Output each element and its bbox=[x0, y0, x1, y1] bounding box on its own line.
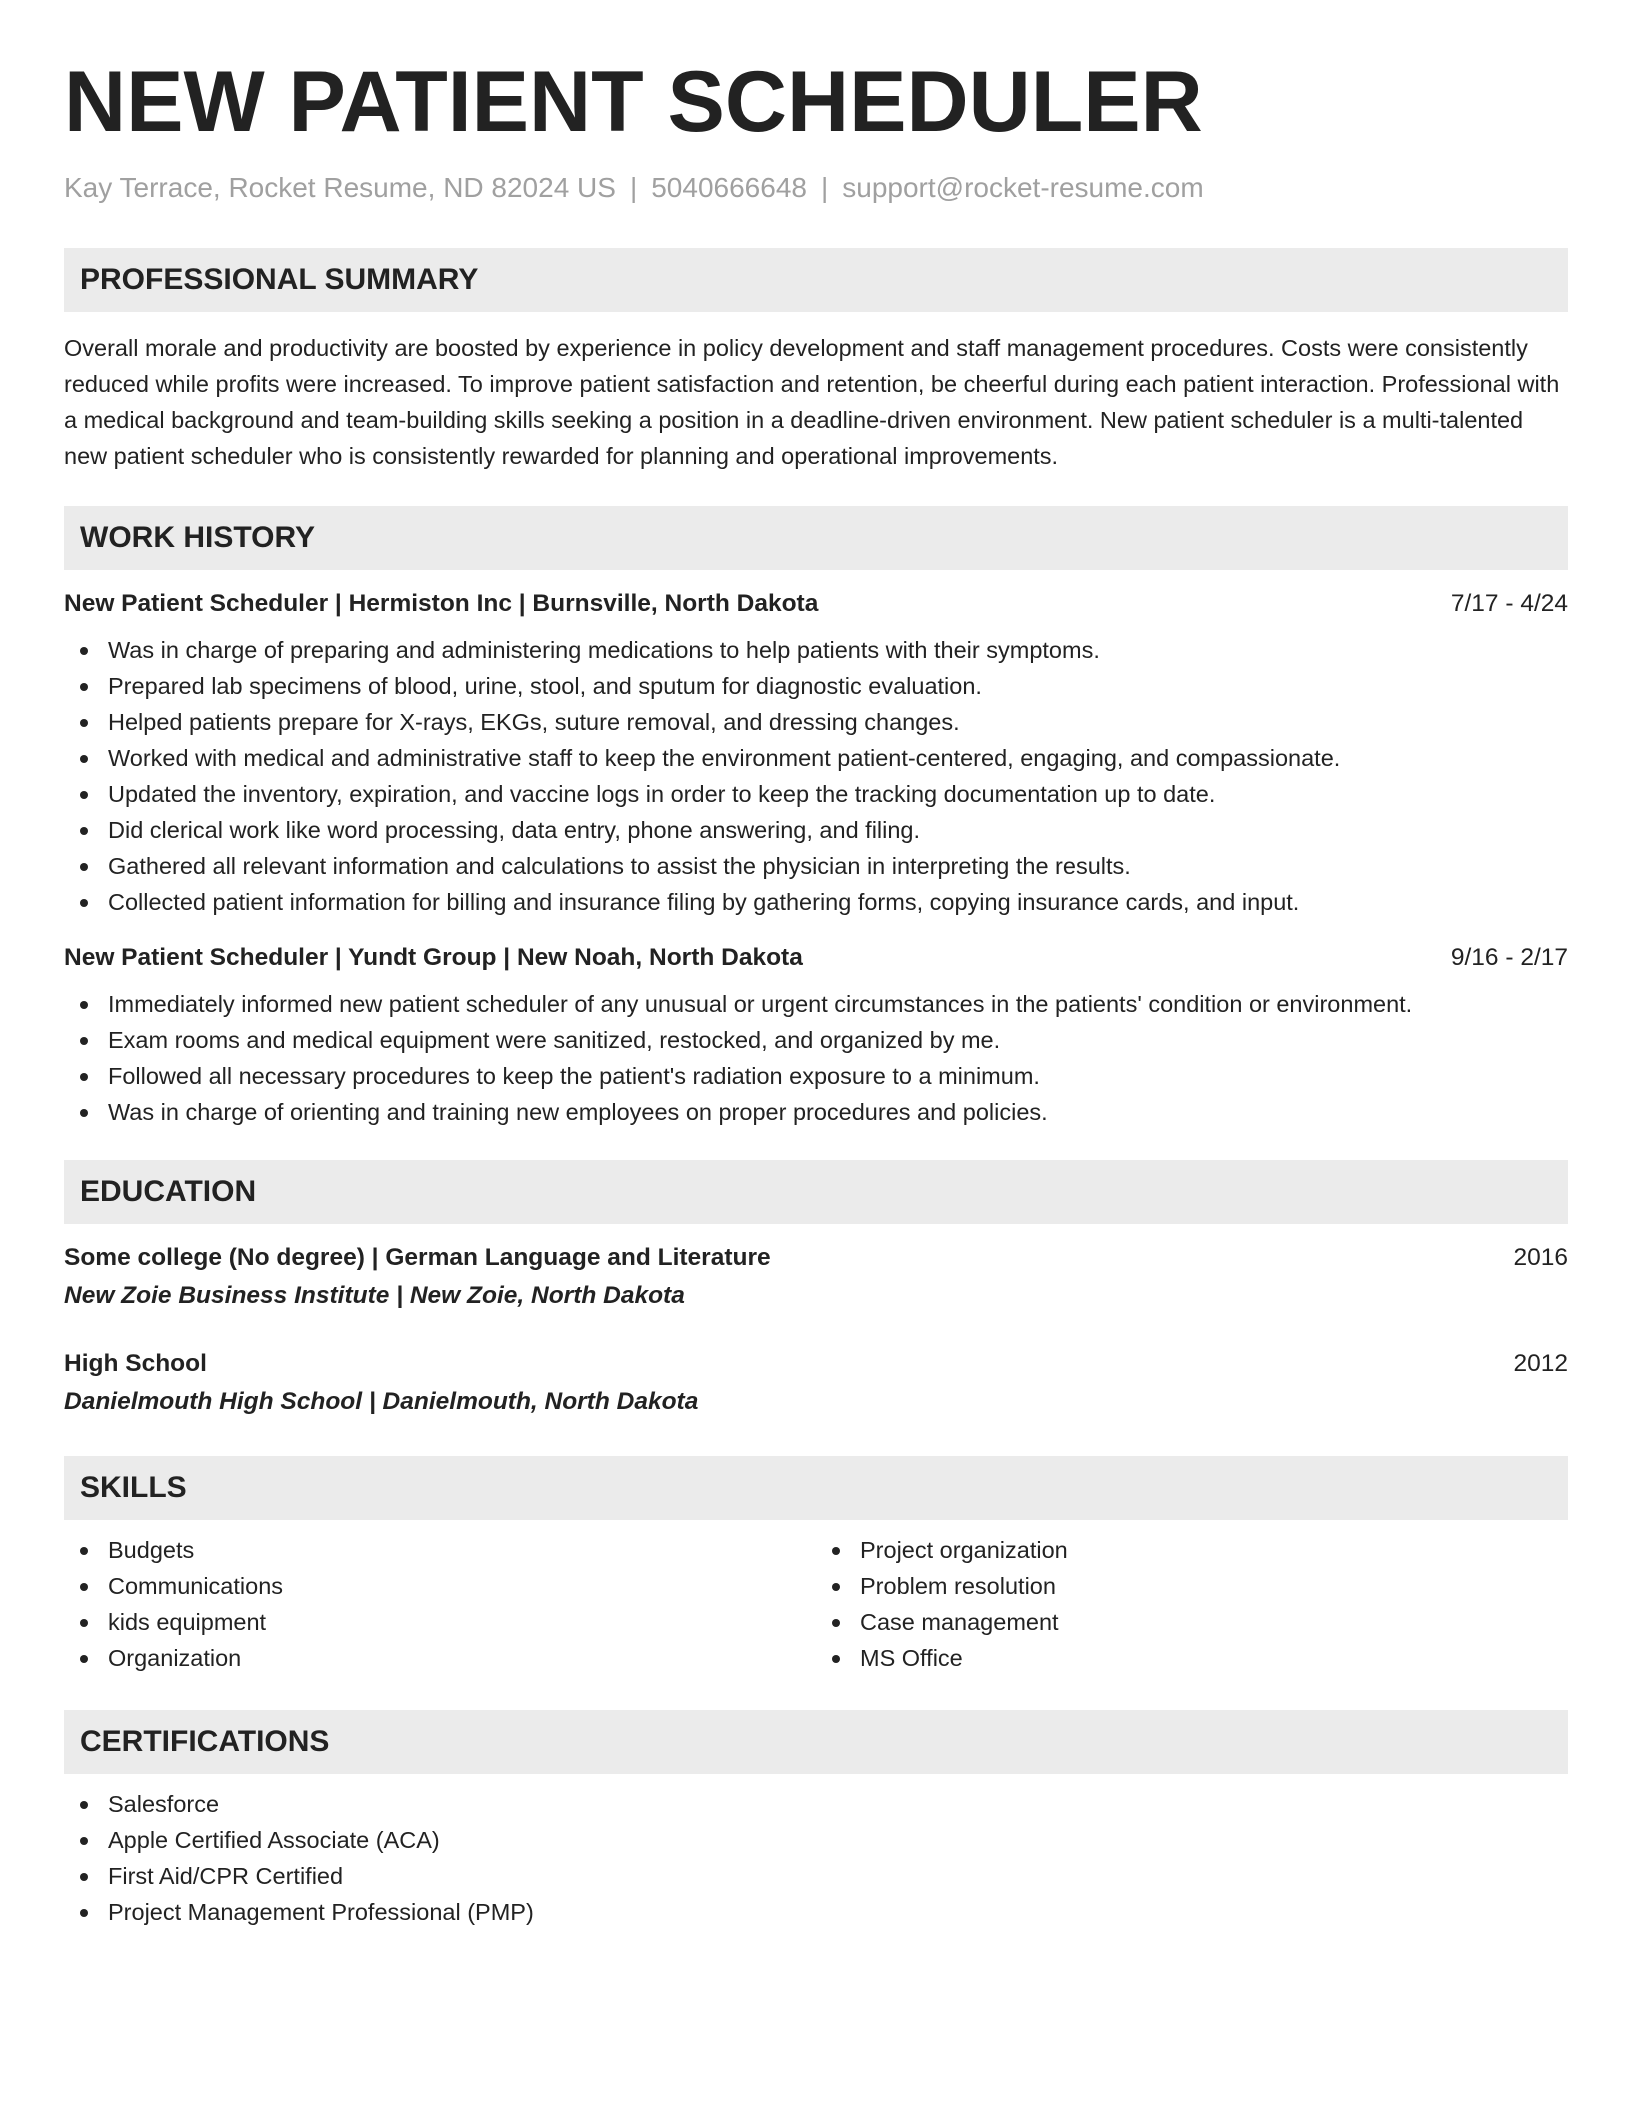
candidate-name: NEW PATIENT SCHEDULER bbox=[64, 54, 1203, 150]
list-item: Case management bbox=[816, 1604, 1568, 1640]
job-bullets bbox=[64, 632, 1568, 920]
list-item: Communications bbox=[64, 1568, 816, 1604]
contact-phone: 5040666648 bbox=[651, 172, 807, 203]
skills-column-left bbox=[64, 1532, 816, 1676]
education-header bbox=[64, 1346, 1568, 1382]
skills-list bbox=[64, 1532, 816, 1676]
job-dates: 7/17 - 4/24 bbox=[1450, 590, 1568, 617]
section-header-work-history: WORK HISTORY bbox=[64, 506, 1568, 570]
education-entry bbox=[64, 1240, 1568, 1316]
list-item: Organization bbox=[64, 1640, 816, 1676]
list-item: Worked with medical and administrative staff to keep the environment patient-centered, engaging, and compassionate. bbox=[64, 740, 1568, 776]
list-item: Gathered all relevant information and calculations to assist the physician in interpreting the results. bbox=[64, 848, 1568, 884]
education-school: Danielmouth High School | Danielmouth, North Dakota bbox=[64, 1388, 699, 1415]
list-item: Salesforce bbox=[64, 1786, 1568, 1822]
job-entry bbox=[64, 586, 1568, 920]
job-title: New Patient Scheduler | Hermiston Inc | Burnsville, North Dakota bbox=[64, 590, 819, 617]
education-year: 2016 bbox=[1513, 1244, 1568, 1271]
list-item: Helped patients prepare for X-rays, EKGs, suture removal, and dressing changes. bbox=[64, 704, 1568, 740]
list-item: Budgets bbox=[64, 1532, 816, 1568]
list-item: Problem resolution bbox=[816, 1568, 1568, 1604]
list-item: MS Office bbox=[816, 1640, 1568, 1676]
list-item: Updated the inventory, expiration, and vaccine logs in order to keep the tracking documentation up to date. bbox=[64, 776, 1568, 812]
job-header bbox=[64, 940, 1568, 976]
section-header-certifications: CERTIFICATIONS bbox=[64, 1710, 1568, 1774]
education-degree: Some college (No degree) | German Language and Literature bbox=[64, 1244, 771, 1271]
section-header-education: EDUCATION bbox=[64, 1160, 1568, 1224]
list-item: Apple Certified Associate (ACA) bbox=[64, 1822, 1568, 1858]
education-entry bbox=[64, 1346, 1568, 1422]
list-item: Prepared lab specimens of blood, urine, stool, and sputum for diagnostic evaluation. bbox=[64, 668, 1568, 704]
list-item: Project organization bbox=[816, 1532, 1568, 1568]
skills-column-right bbox=[816, 1532, 1568, 1676]
list-item: Exam rooms and medical equipment were sanitized, restocked, and organized by me. bbox=[64, 1022, 1568, 1058]
contact-address: Kay Terrace, Rocket Resume, ND 82024 US bbox=[64, 172, 616, 203]
contact-separator: | bbox=[629, 172, 638, 203]
job-dates: 9/16 - 2/17 bbox=[1450, 944, 1568, 971]
contact-email: support@rocket-resume.com bbox=[842, 172, 1204, 203]
list-item: Followed all necessary procedures to keep the patient's radiation exposure to a minimum. bbox=[64, 1058, 1568, 1094]
education-school: New Zoie Business Institute | New Zoie, North Dakota bbox=[64, 1282, 685, 1309]
list-item: First Aid/CPR Certified bbox=[64, 1858, 1568, 1894]
list-item: Was in charge of orienting and training new employees on proper procedures and policies. bbox=[64, 1094, 1568, 1130]
list-item: Collected patient information for billing and insurance filing by gathering forms, copying insurance cards, and input. bbox=[64, 884, 1568, 920]
list-item: Was in charge of preparing and administering medications to help patients with their symptoms. bbox=[64, 632, 1568, 668]
contact-separator: | bbox=[820, 172, 829, 203]
job-header bbox=[64, 586, 1568, 622]
education-year: 2012 bbox=[1513, 1350, 1568, 1377]
certifications-list bbox=[64, 1786, 1568, 1930]
skills-list bbox=[816, 1532, 1568, 1676]
section-header-summary: PROFESSIONAL SUMMARY bbox=[64, 248, 1568, 312]
section-header-skills: SKILLS bbox=[64, 1456, 1568, 1520]
summary-text: Overall morale and productivity are boosted by experience in policy development and staff management procedures. Costs were consistently reduced while profits were increased. To improve patient satisfaction and retention, be cheerful during each patient interaction. Professional with a medical background and team-building skills seeking a position in a deadline-driven environment. New patient scheduler is a multi-talented new patient scheduler who is consistently rewarded for planning and operational improvements. bbox=[64, 335, 1560, 469]
list-item: Project Management Professional (PMP) bbox=[64, 1894, 1568, 1930]
job-title: New Patient Scheduler | Yundt Group | New Noah, North Dakota bbox=[64, 944, 803, 971]
list-item: Did clerical work like word processing, data entry, phone answering, and filing. bbox=[64, 812, 1568, 848]
job-bullets bbox=[64, 986, 1568, 1130]
job-entry bbox=[64, 940, 1568, 1130]
contact-line bbox=[64, 170, 1568, 206]
list-item: Immediately informed new patient scheduler of any unusual or urgent circumstances in the patients' condition or environment. bbox=[64, 986, 1568, 1022]
education-degree: High School bbox=[64, 1350, 207, 1377]
skills-grid bbox=[64, 1532, 1568, 1676]
education-header bbox=[64, 1240, 1568, 1276]
list-item: kids equipment bbox=[64, 1604, 816, 1640]
